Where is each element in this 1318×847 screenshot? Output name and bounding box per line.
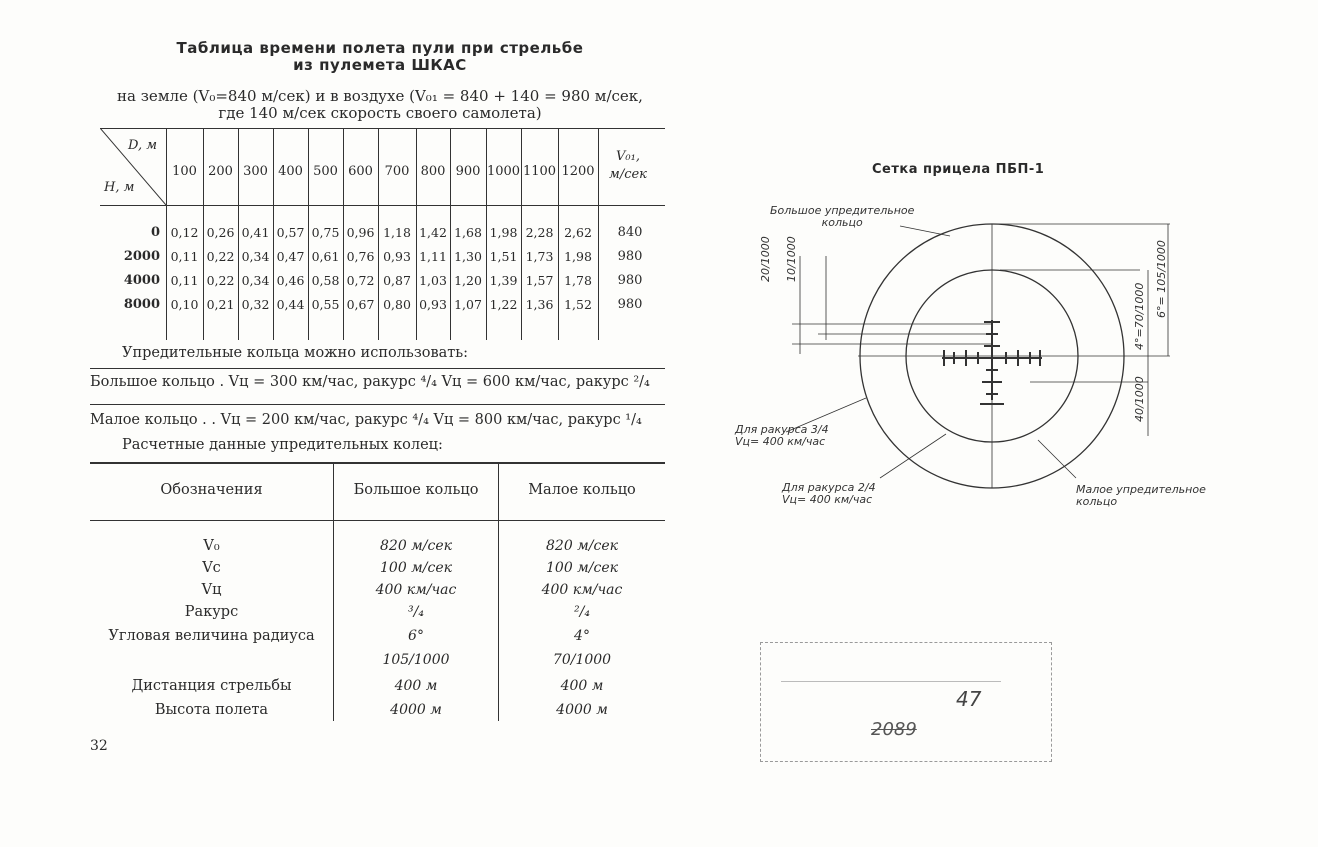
table-cell: 1,78 <box>564 273 592 288</box>
row-velocity: 840 <box>617 225 643 240</box>
t2-designation: Угловая величина радиуса <box>108 628 315 644</box>
table-cell: 0,76 <box>346 249 375 264</box>
header-v01-line2: м/сек <box>609 167 647 182</box>
table-cell: 0,26 <box>206 225 235 240</box>
big-ring-usage: Большое кольцо . Vц = 300 км/час, ракурс ⁴/₄ Vц = 600 км/час, ракурс ²/₄ <box>90 374 650 390</box>
header-distance: 500 <box>313 164 338 179</box>
table-cell: 1,57 <box>525 273 554 288</box>
header-distance: 800 <box>420 164 446 179</box>
t2-designation: Vс <box>202 560 221 576</box>
header-distance: 200 <box>208 164 233 179</box>
header-distance: 300 <box>243 164 268 179</box>
t2-small-ring-value: 400 км/час <box>541 582 623 598</box>
table-title <box>100 40 660 74</box>
table-cell: 0,10 <box>170 297 199 312</box>
table-cell: 0,34 <box>241 249 270 264</box>
small-ring-usage: Малое кольцо . . Vц = 200 км/час, ракурс ⁴/₄ Vц = 800 км/час, ракурс ¹/₄ <box>90 412 642 428</box>
dim-40-label: 40/1000 <box>1133 376 1146 422</box>
table-subtitle <box>90 88 670 122</box>
table-cell: 0,58 <box>311 273 340 288</box>
label-rakurs-34-line1: Для ракурса 3/4 <box>735 423 829 436</box>
table-cell: 0,93 <box>383 249 411 264</box>
label-rakurs-34-line2: Vц= 400 км/час <box>735 435 826 448</box>
header-distance: 900 <box>455 164 481 179</box>
table-cell: 0,12 <box>170 225 199 240</box>
header-v01 <box>598 148 658 184</box>
table-cell: 0,34 <box>241 273 270 288</box>
table-cell: 0,57 <box>276 225 305 240</box>
table-cell: 0,21 <box>206 297 235 312</box>
t2-designation: Vц <box>201 582 222 598</box>
table-cell: 1,20 <box>454 273 482 288</box>
t2-big-ring-value: 4000 м <box>390 702 442 718</box>
table-cell: 0,75 <box>311 225 340 240</box>
t2-big-ring-value: 100 м/сек <box>380 560 452 576</box>
table-cell: 0,32 <box>241 297 270 312</box>
t2-small-ring-value: 70/1000 <box>552 652 612 668</box>
table-cell: 0,67 <box>346 297 375 312</box>
label-big-ring-line1: Большое упредительное <box>770 204 915 217</box>
label-big-ring <box>770 205 914 229</box>
row-velocity: 980 <box>617 273 643 288</box>
page-number: 32 <box>90 738 108 754</box>
table-cell: 1,52 <box>564 297 592 312</box>
table-cell: 1,73 <box>525 249 554 264</box>
row-height-label: 0 <box>150 225 160 240</box>
t2-small-ring-value: 4000 м <box>556 702 608 718</box>
table2-top-rule <box>90 462 665 464</box>
usage-rule-1 <box>90 368 665 369</box>
label-rakurs-24 <box>782 482 876 506</box>
t2-small-ring-value: 400 м <box>560 678 604 694</box>
table-cell: 0,93 <box>419 297 447 312</box>
table-cell: 1,30 <box>454 249 482 264</box>
label-rakurs-24-line1: Для ракурса 2/4 <box>782 481 876 494</box>
usage-heading: Упредительные кольца можно использовать: <box>122 345 469 361</box>
table1-header-rule <box>100 205 665 206</box>
table-cell: 1,98 <box>564 249 592 264</box>
row-height-label: 2000 <box>123 249 160 264</box>
table-cell: 0,41 <box>241 225 270 240</box>
t2-designation: V₀ <box>203 538 220 554</box>
table-cell: 1,22 <box>489 297 518 312</box>
table-cell: 0,22 <box>206 249 235 264</box>
sight-title: Сетка прицела ПБП-1 <box>872 162 1045 177</box>
t2-big-ring-value: 105/1000 <box>382 652 450 668</box>
library-stamp <box>760 642 1052 762</box>
dim-20-label: 20/1000 <box>759 236 772 282</box>
table-cell: 0,55 <box>311 297 340 312</box>
table-cell: 1,07 <box>454 297 482 312</box>
dim-10-label: 10/1000 <box>785 236 798 282</box>
table-cell: 0,11 <box>170 249 199 264</box>
stamp-line <box>781 681 1001 682</box>
usage-rule-2 <box>90 404 665 405</box>
table1-top-rule <box>100 128 665 129</box>
corner-h-label: H, м <box>104 180 135 195</box>
table-cell: 1,51 <box>489 249 518 264</box>
table-cell: 0,72 <box>346 273 375 288</box>
t2-header-small-ring: Малое кольцо <box>528 482 636 498</box>
header-distance: 1200 <box>561 164 595 179</box>
label-small-ring-line2: кольцо <box>1076 495 1118 508</box>
dim-4deg-label: 4°=70/1000 <box>1133 282 1146 350</box>
table-cell: 0,46 <box>276 273 305 288</box>
table-cell: 0,80 <box>383 297 411 312</box>
subtitle-line-1: на земле (V₀=840 м/сек) и в воздухе (V₀₁ = 840 + 140 = 980 м/сек, <box>117 87 643 105</box>
t2-big-ring-value: 400 м <box>394 678 438 694</box>
row-velocity: 980 <box>617 249 643 264</box>
table-cell: 2,62 <box>564 225 592 240</box>
t2-small-ring-value: 4° <box>574 628 590 644</box>
t2-big-ring-value: 400 км/час <box>375 582 457 598</box>
stamp-inventory: 2089 <box>871 719 917 740</box>
table-cell: 0,61 <box>311 249 340 264</box>
t2-big-ring-value: ³/₄ <box>408 604 424 620</box>
subtitle-line-2: где 140 м/сек скорость своего самолета) <box>218 104 542 122</box>
t2-header-designation: Обозначения <box>160 482 263 498</box>
table-cell: 0,44 <box>276 297 305 312</box>
stamp-number: 47 <box>956 687 982 711</box>
header-distance: 1100 <box>522 164 557 179</box>
t2-header-big-ring: Большое кольцо <box>353 482 479 498</box>
title-line-1: Таблица времени полета пули при стрельбе <box>176 39 584 57</box>
table-cell: 1,03 <box>419 273 447 288</box>
t2-big-ring-value: 6° <box>408 628 424 644</box>
table-cell: 1,98 <box>489 225 518 240</box>
table-cell: 0,11 <box>170 273 199 288</box>
table-cell: 1,18 <box>383 225 411 240</box>
row-height-label: 8000 <box>123 297 160 312</box>
t2-small-ring-value: 100 м/сек <box>546 560 618 576</box>
table-cell: 0,96 <box>346 225 375 240</box>
label-rakurs-34 <box>735 424 829 448</box>
table2-header-rule <box>90 520 665 521</box>
header-distance: 400 <box>278 164 303 179</box>
table-cell: 2,28 <box>525 225 554 240</box>
header-distance: 600 <box>348 164 373 179</box>
table-cell: 0,47 <box>276 249 305 264</box>
t2-small-ring-value: ²/₄ <box>574 604 590 620</box>
header-distance: 1000 <box>486 164 521 179</box>
table-cell: 1,42 <box>419 225 447 240</box>
row-velocity: 980 <box>617 297 643 312</box>
table-cell: 1,11 <box>419 249 447 264</box>
label-rakurs-24-line2: Vц= 400 км/час <box>782 493 873 506</box>
t2-big-ring-value: 820 м/сек <box>380 538 452 554</box>
table-cell: 1,68 <box>454 225 482 240</box>
t2-designation: Высота полета <box>154 702 269 718</box>
sight-reticle-diagram <box>730 190 1270 520</box>
row-height-label: 4000 <box>123 273 160 288</box>
t2-designation: Ракурс <box>184 604 239 620</box>
table-cell: 1,39 <box>489 273 518 288</box>
title-line-2: из пулемета ШКАС <box>293 56 467 74</box>
corner-d-label: D, м <box>128 138 158 153</box>
label-small-ring-line1: Малое упредительное <box>1076 483 1206 496</box>
table-cell: 0,22 <box>206 273 235 288</box>
t2-designation: Дистанция стрельбы <box>131 678 292 694</box>
t2-small-ring-value: 820 м/сек <box>546 538 618 554</box>
label-small-ring <box>1076 484 1206 508</box>
table-cell: 0,87 <box>383 273 411 288</box>
calc-heading: Расчетные данные упредительных колец: <box>122 437 443 453</box>
header-v01-line1: V₀₁, <box>616 149 640 164</box>
label-big-ring-line2: кольцо <box>821 216 863 229</box>
table-cell: 1,36 <box>525 297 554 312</box>
header-distance: 700 <box>384 164 410 179</box>
dim-6deg-label: 6°= 105/1000 <box>1155 240 1168 318</box>
header-distance: 100 <box>172 164 197 179</box>
